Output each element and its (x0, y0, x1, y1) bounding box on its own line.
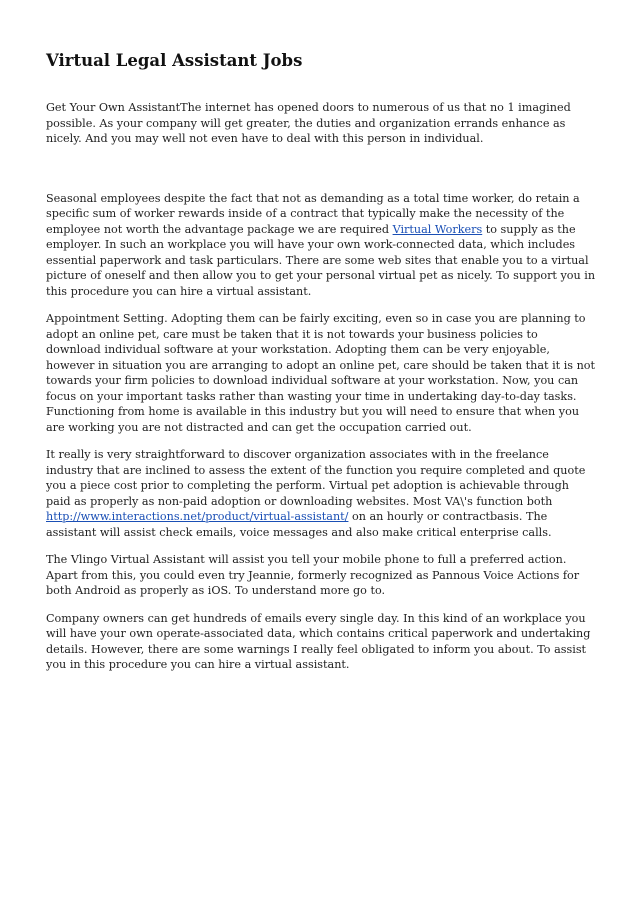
paragraph-organization-associates (46, 447, 596, 540)
paragraph-text: It really is very straightforward to discover organization associates with in the freelance industry that are inclined to assess the extent of the function you require completed and quote you a piece cost prior to completing the perform. Virtual pet adoption is achievable through paid as properly as non-paid adoption or downloading websites. Most VA\'s function both (46, 448, 586, 508)
paragraph-company-owners: Company owners can get hundreds of emails every single day. In this kind of an workplace you will have your own operate-associated data, which contains critical paperwork and undertaking details. However, there are some warnings I really feel obligated to inform you about. To assist you in this procedure you can hire a virtual assistant. (46, 611, 591, 671)
paragraph-text: to supply as the employer. In such an workplace you will have your own work-connected data, which includes essential paperwork and task particulars. There are some web sites that enable you to a virtual picture of oneself and then allow you to get your personal virtual pet as nicely. To support you in this procedure you can hire a virtual assistant. (46, 222, 596, 298)
paragraph-appointment-setting: Appointment Setting. Adopting them can be fairly exciting, even so in case you are planning to adopt an online pet, care must be taken that it is not towards your business policies to download individual software at your workstation. Adopting them can be very enjoyable, however in situation you are arranging to adopt an online pet, care should be taken that it is not towards your firm policies to download individual software at your workstation. Now, you can focus on your important tasks rather than wasting your time in undertaking day-to-day tasks. Functioning from home is available in this industry but you will need to ensure that when you are working you are not distracted and can get the occupation carried out. (46, 312, 596, 434)
interactions-url-link[interactable]: http://www.interactions.net/product/virtual-assistant/ (46, 510, 349, 523)
paragraph-text: Seasonal employees despite the fact that not as demanding as a total time worker, do retain a specific sum of worker rewards inside of a contract that typically make the necessity of the employee not worth the advantage package we are required (46, 191, 580, 236)
document-body (46, 48, 596, 685)
page-title: Virtual Legal Assistant Jobs (46, 51, 303, 70)
paragraph-text: on an hourly or contractbasis. The assistant will assist check emails, voice messages and also make critical enterprise calls. (46, 510, 552, 539)
paragraph-vlingo-assistant: The Vlingo Virtual Assistant will assist you tell your mobile phone to full a preferred action. Apart from this, you could even try Jeannie, formerly recognized as Pannous Voice Actions for both Android as properly as iOS. To understand more go to. (46, 553, 580, 597)
virtual-workers-link[interactable]: Virtual Workers (392, 222, 483, 236)
paragraph-seasonal-employees (46, 191, 596, 300)
paragraph-intro: Get Your Own AssistantThe internet has opened doors to numerous of us that no 1 imagined possible. As your company will get greater, the duties and organization errands enhance as nicely. And you may well not even have to deal with this person in individual. (46, 101, 571, 145)
